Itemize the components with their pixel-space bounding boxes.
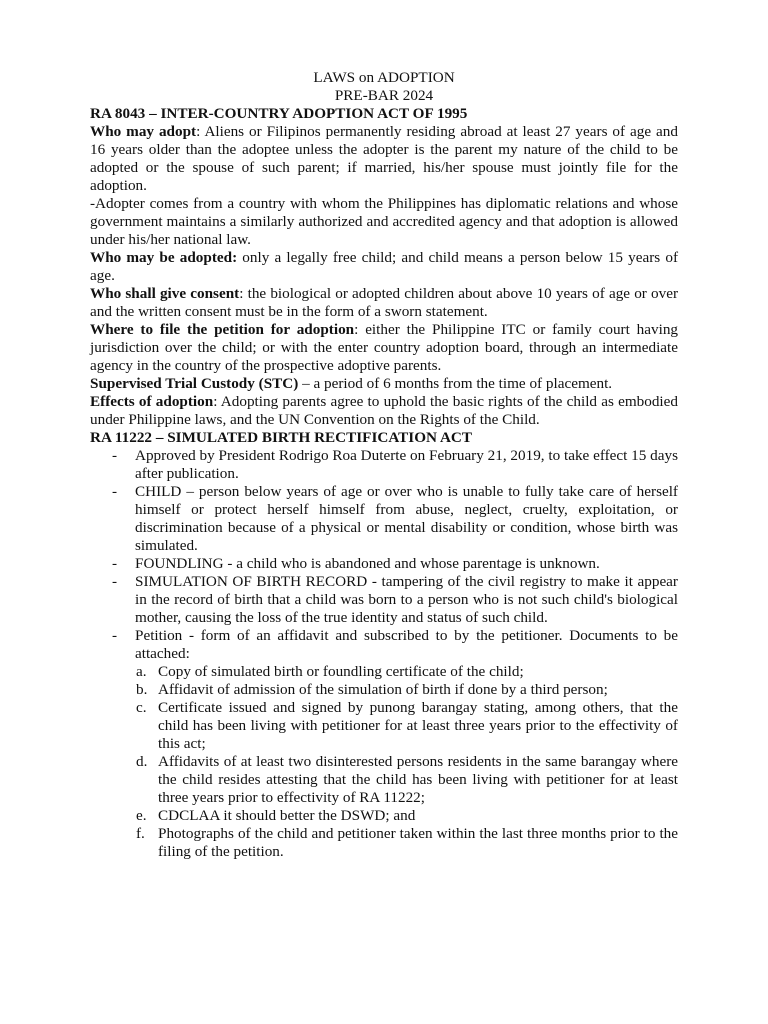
list-marker: c. bbox=[136, 699, 147, 716]
list-marker: b. bbox=[136, 681, 148, 698]
stc-paragraph bbox=[90, 375, 678, 393]
list-item-petition bbox=[112, 627, 678, 663]
document-subtitle: PRE-BAR 2024 bbox=[334, 87, 434, 104]
section-heading-ra-8043: RA 8043 – INTER-COUNTRY ADOPTION ACT OF 1995 bbox=[90, 105, 468, 122]
document-item-text: Copy of simulated birth or foundling certificate of the child; bbox=[158, 663, 524, 680]
approved-text: Approved by President Rodrigo Roa Duterte on February 21, 2019, to take effect 15 days after publication. bbox=[135, 447, 678, 482]
stc-text: – a period of 6 months from the time of placement. bbox=[298, 375, 613, 392]
consent-term: Who shall give consent bbox=[90, 285, 240, 302]
dash-bullet: - bbox=[112, 483, 118, 500]
document-item-text: Affidavits of at least two disinterested persons residents in the same barangay where the child resides attesting that the child has been living with petitioner for at least three years prior to effectivity of RA 11222; bbox=[158, 753, 678, 806]
list-item-child bbox=[112, 483, 678, 555]
where-to-file-text: : either the Philippine ITC or family court having jurisdiction over the child; or with the enter country adoption board, through an intermediate agency in the country of the prospective adoptive parents. bbox=[90, 321, 679, 374]
who-may-adopt-text: : Aliens or Filipinos permanently residing abroad at least 27 years of age and 16 years older than the adoptee unless the adopter is the parent my nature of the child to be adopted or the spouse of such parent; if married, his/her spouse must jointly file for the adoption. bbox=[90, 123, 678, 194]
dash-bullet: - bbox=[112, 555, 118, 572]
list-item-simulation bbox=[112, 573, 678, 627]
section-heading-ra-11222: RA 11222 – SIMULATED BIRTH RECTIFICATION ACT bbox=[90, 429, 473, 446]
dash-bullet: - bbox=[112, 573, 118, 590]
document-item-e bbox=[136, 807, 678, 825]
ra-11222-list bbox=[90, 447, 678, 663]
list-item-foundling bbox=[112, 555, 678, 573]
document-title: LAWS on ADOPTION bbox=[313, 69, 455, 86]
petition-text: Petition - form of an affidavit and subscribed to by the petitioner. Documents to be attached: bbox=[135, 627, 678, 662]
dash-bullet: - bbox=[112, 447, 118, 464]
child-text: CHILD – person below years of age or over who is unable to fully take care of herself himself or protect herself himself from abuse, neglect, cruelty, exploitation, or discrimination because of a physical or mental disability or condition, whose birth was simulated. bbox=[135, 483, 678, 554]
document-item-f bbox=[136, 825, 678, 861]
where-to-file-paragraph bbox=[90, 321, 678, 375]
foundling-text: a child who is abandoned and whose parentage is unknown. bbox=[236, 555, 600, 572]
document-item-c bbox=[136, 699, 678, 753]
simulation-text: tampering of the civil registry to make it appear in the record of birth that a child was born to a person who is not such child's biological mother, causing the loss of the true identity and status of such child. bbox=[135, 573, 678, 626]
who-may-be-adopted-paragraph bbox=[90, 249, 678, 285]
list-marker: e. bbox=[136, 807, 147, 824]
list-marker: d. bbox=[136, 753, 148, 770]
adopter-country-paragraph: -Adopter comes from a country with whom the Philippines has diplomatic relations and whose government maintains a similarly authorized and accredited agency and that adoption is allowed under his/her national law. bbox=[90, 195, 678, 248]
document-item-text: Photographs of the child and petitioner taken within the last three months prior to the filing of the petition. bbox=[158, 825, 678, 860]
simulation-term: SIMULATION OF BIRTH RECORD - bbox=[135, 573, 382, 590]
consent-paragraph bbox=[90, 285, 678, 321]
document-item-a bbox=[136, 663, 678, 681]
list-marker: f. bbox=[136, 825, 145, 842]
foundling-term: FOUNDLING - bbox=[135, 555, 237, 572]
dash-bullet: - bbox=[112, 627, 118, 644]
document-item-text: Certificate issued and signed by punong barangay stating, among others, that the child has been living with petitioner for at least three years prior to the effectivity of this act; bbox=[158, 699, 678, 752]
document-item-text: Affidavit of admission of the simulation of birth if done by a third person; bbox=[158, 681, 608, 698]
effects-text: : Adopting parents agree to uphold the basic rights of the child as embodied under Philippine laws, and the UN Convention on the Rights of the Child. bbox=[90, 393, 678, 428]
stc-term: Supervised Trial Custody (STC) bbox=[90, 375, 299, 392]
effects-paragraph bbox=[90, 393, 678, 429]
who-may-be-adopted-term: Who may be adopted: bbox=[90, 249, 238, 266]
who-may-adopt-paragraph bbox=[90, 123, 678, 195]
effects-term: Effects of adoption bbox=[90, 393, 214, 410]
documents-list bbox=[90, 663, 678, 861]
document-item-b bbox=[136, 681, 678, 699]
document-item-d bbox=[136, 753, 678, 807]
list-marker: a. bbox=[136, 663, 147, 680]
list-item-approved bbox=[112, 447, 678, 483]
who-may-adopt-term: Who may adopt bbox=[90, 123, 197, 140]
where-to-file-term: Where to file the petition for adoption bbox=[90, 321, 355, 338]
document-item-text: CDCLAA it should better the DSWD; and bbox=[158, 807, 416, 824]
who-may-be-adopted-text: only a legally free child; and child means a person below 15 years of age. bbox=[90, 249, 678, 284]
document-page bbox=[90, 69, 678, 861]
consent-text: : the biological or adopted children about above 10 years of age or over and the written consent must be in the form of a sworn statement. bbox=[90, 285, 678, 320]
